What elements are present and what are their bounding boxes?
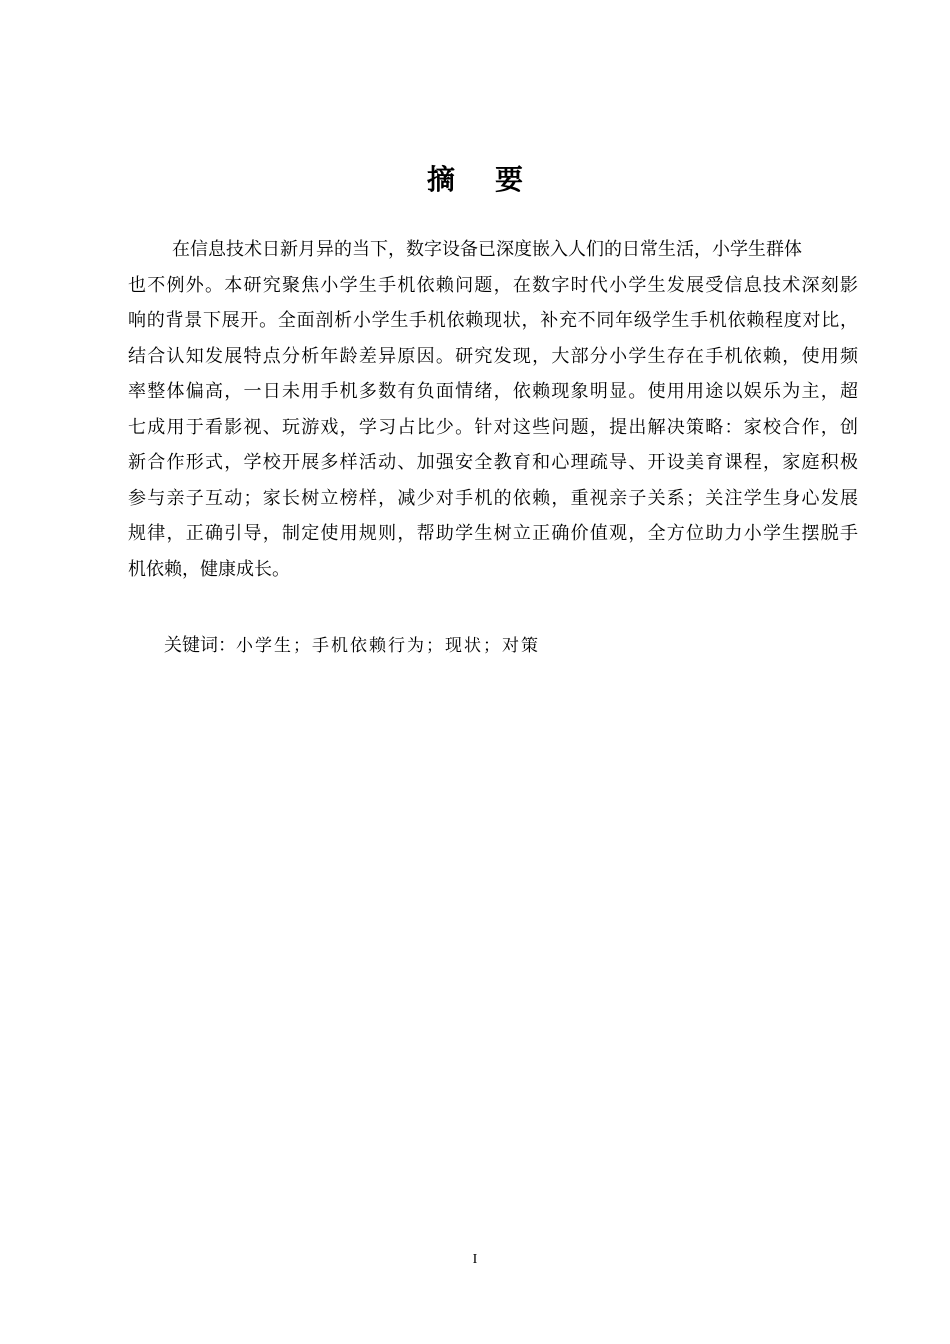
abstract-line: 响的背景下展开。全面剖析小学生手机依赖现状，补充不同年级学生手机依赖程度对比， xyxy=(128,310,858,331)
abstract-line: 七成用于看影视、玩游戏，学习占比少。针对这些问题，提出解决策略：家校合作，创 xyxy=(128,416,858,438)
abstract-line: 参与亲子互动；家长树立榜样，减少对手机的依赖，重视亲子关系；关注学生身心发展 xyxy=(128,487,858,509)
keywords-text: 小学生；手机依赖行为；现状；对策 xyxy=(236,636,540,656)
abstract-title xyxy=(0,158,950,202)
abstract-line: 在信息技术日新月异的当下，数字设备已深度嵌入人们的日常生活，小学生群体 xyxy=(172,239,802,260)
abstract-line: 结合认知发展特点分析年龄差异原因。研究发现，大部分小学生存在手机依赖，使用频 xyxy=(128,345,858,367)
abstract-line: 也不例外。本研究聚焦小学生手机依赖问题，在数字时代小学生发展受信息技术深刻影 xyxy=(128,274,858,296)
abstract-line: 机依赖，健康成长。 xyxy=(128,558,290,580)
keywords-label: 关键词： xyxy=(164,635,236,656)
abstract-title-left: 摘 xyxy=(426,163,455,196)
abstract-line: 新合作形式，学校开展多样活动、加强安全教育和心理疏导、开设美育课程，家庭积极 xyxy=(128,452,858,473)
abstract-title-right: 要 xyxy=(495,163,524,196)
keywords-row xyxy=(164,628,540,664)
abstract-body xyxy=(128,232,858,587)
abstract-line: 率整体偏高，一日未用手机多数有负面情绪，依赖现象明显。使用用途以娱乐为主，超 xyxy=(128,381,858,402)
page-number: I xyxy=(472,1252,478,1267)
abstract-line: 规律，正确引导，制定使用规则，帮助学生树立正确价值观，全方位助力小学生摆脱手 xyxy=(128,523,858,544)
